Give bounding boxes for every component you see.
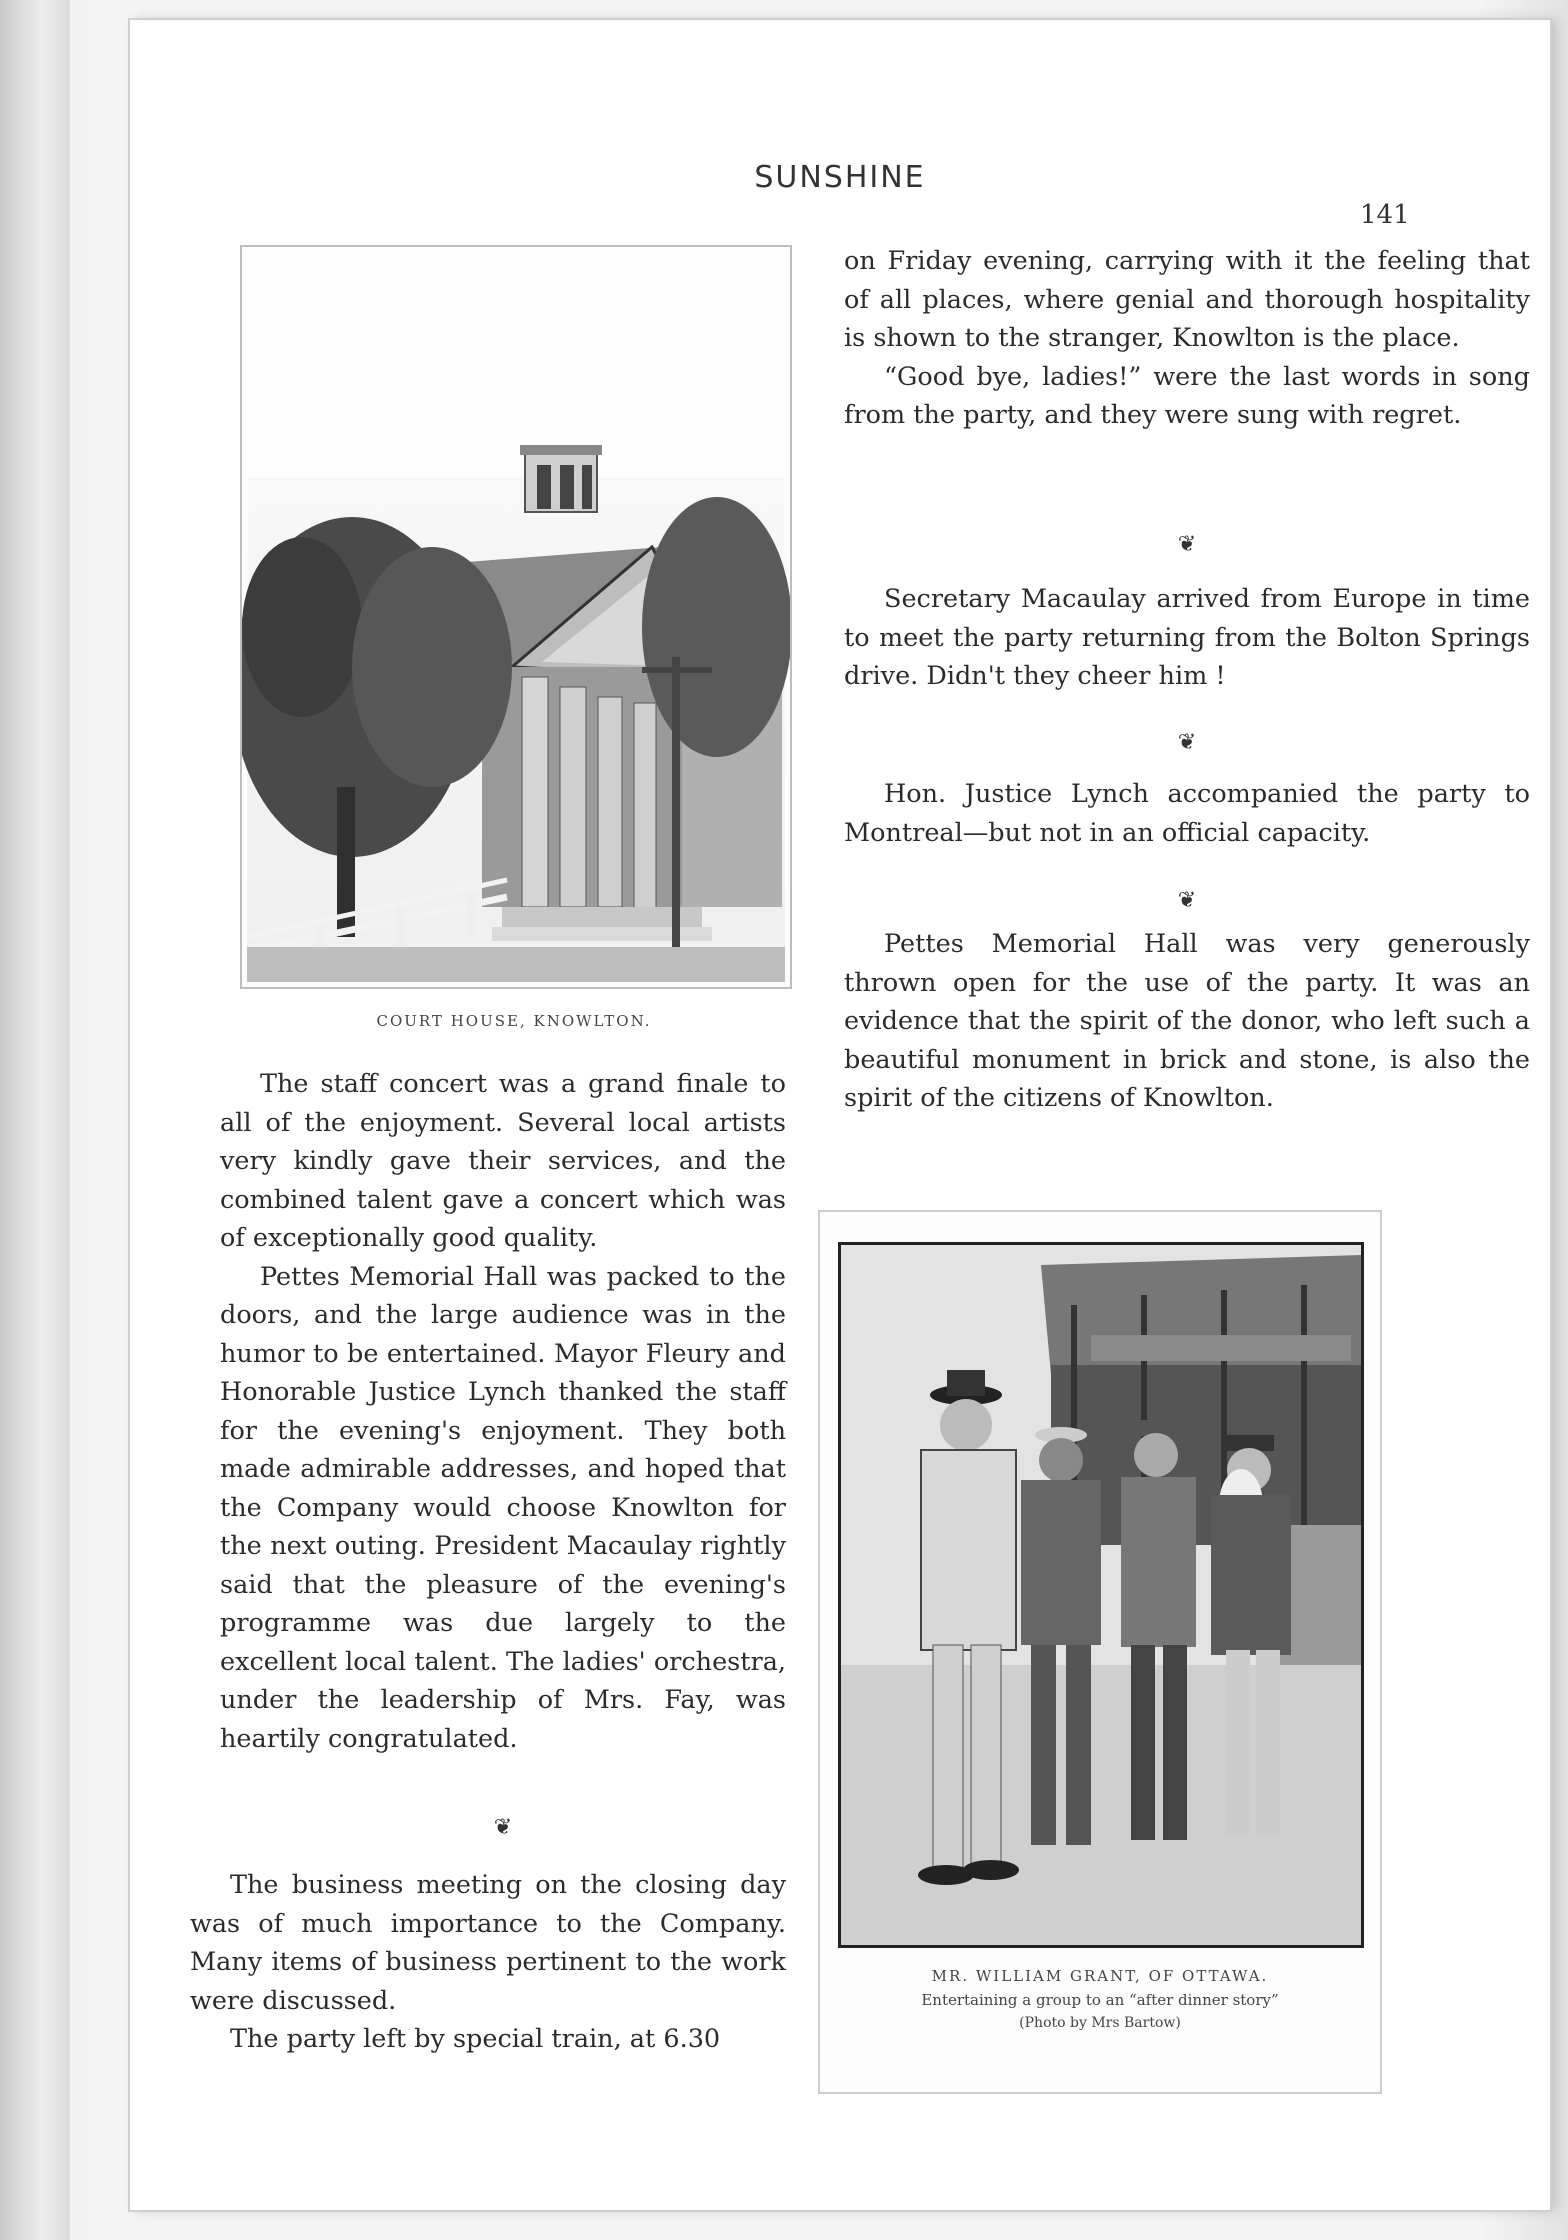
paragraph-good-bye: “Good bye, ladies!” were the last words in song from the party, and they were sung with regret.	[844, 361, 1530, 430]
court-house-caption: COURT HOUSE, KNOWLTON.	[376, 1012, 652, 1030]
william-grant-caption	[820, 1967, 1380, 2031]
court-house-illustration	[242, 247, 790, 987]
court-house-photo	[240, 245, 792, 989]
caption-name: MR. WILLIAM GRANT, OF OTTAWA.	[931, 1967, 1269, 1985]
paragraph-staff-concert: The staff concert was a grand finale to all of the enjoyment. Several local artists very kindly gave their services, and the combined talent gave a concert which was of exceptionally good quality.	[220, 1069, 786, 1253]
running-title: SUNSHINE	[754, 160, 926, 195]
item-secretary-macaulay	[844, 580, 1530, 696]
magazine-page	[130, 20, 1550, 2210]
caption-description: Entertaining a group to an “after dinner story”	[921, 1991, 1279, 2009]
item-pettes-memorial	[844, 925, 1530, 1118]
paragraph-secretary-macaulay: Secretary Macaulay arrived from Europe in time to meet the party returning from the Bolton Springs drive. Didn't they cheer him !	[844, 584, 1530, 691]
paragraph-pettes-hall: Pettes Memorial Hall was packed to the doors, and the large audience was in the humor to be entertained. Mayor Fleury and Honorable Justice Lynch thanked the staff for the evening's enjoyment. They both made admirable addresses, and hoped that the Company would choose Knowlton for the next outing. President Macaulay rightly said that the pleasure of the evening's programme was due largely to the excellent local talent. The ladies' orchestra, under the leadership of Mrs. Fay, was heartily congratulated.	[220, 1261, 786, 1754]
william-grant-photo	[838, 1242, 1364, 1948]
left-column-closing-text	[190, 1866, 786, 2059]
page-number: 141	[1360, 200, 1410, 230]
group-photo-illustration	[841, 1245, 1361, 1945]
item-justice-lynch	[844, 775, 1530, 852]
facing-page-edge	[0, 0, 70, 2240]
paragraph-pettes-memorial: Pettes Memorial Hall was very generously thrown open for the use of the party. It was an evidence that the spirit of the donor, who left such a beautiful monument in brick and stone, is also the spirit of the citizens of Knowlton.	[844, 929, 1530, 1113]
paragraph-justice-lynch: Hon. Justice Lynch accompanied the party to Montreal—but not in an official capacity.	[844, 779, 1530, 848]
paragraph-business-meeting: The business meeting on the closing day was of much importance to the Company. Many items of business pertinent to the work were discussed.	[190, 1870, 786, 2016]
section-ornament: ❦	[1177, 730, 1197, 755]
paragraph-friday-evening: on Friday evening, carrying with it the feeling that of all places, where genial and thorough hospitality is shown to the stranger, Knowlton is the place.	[844, 246, 1530, 353]
caption-credit: (Photo by Mrs Bartow)	[1019, 2015, 1181, 2031]
paragraph-special-train: The party left by special train, at 6.30	[230, 2024, 721, 2054]
right-column-text	[844, 242, 1530, 435]
section-ornament: ❦	[1177, 888, 1197, 913]
section-ornament: ❦	[1177, 532, 1197, 557]
left-column-text	[220, 1065, 786, 1758]
william-grant-photo-block	[818, 1210, 1382, 2094]
section-ornament: ❦	[493, 1815, 513, 1840]
